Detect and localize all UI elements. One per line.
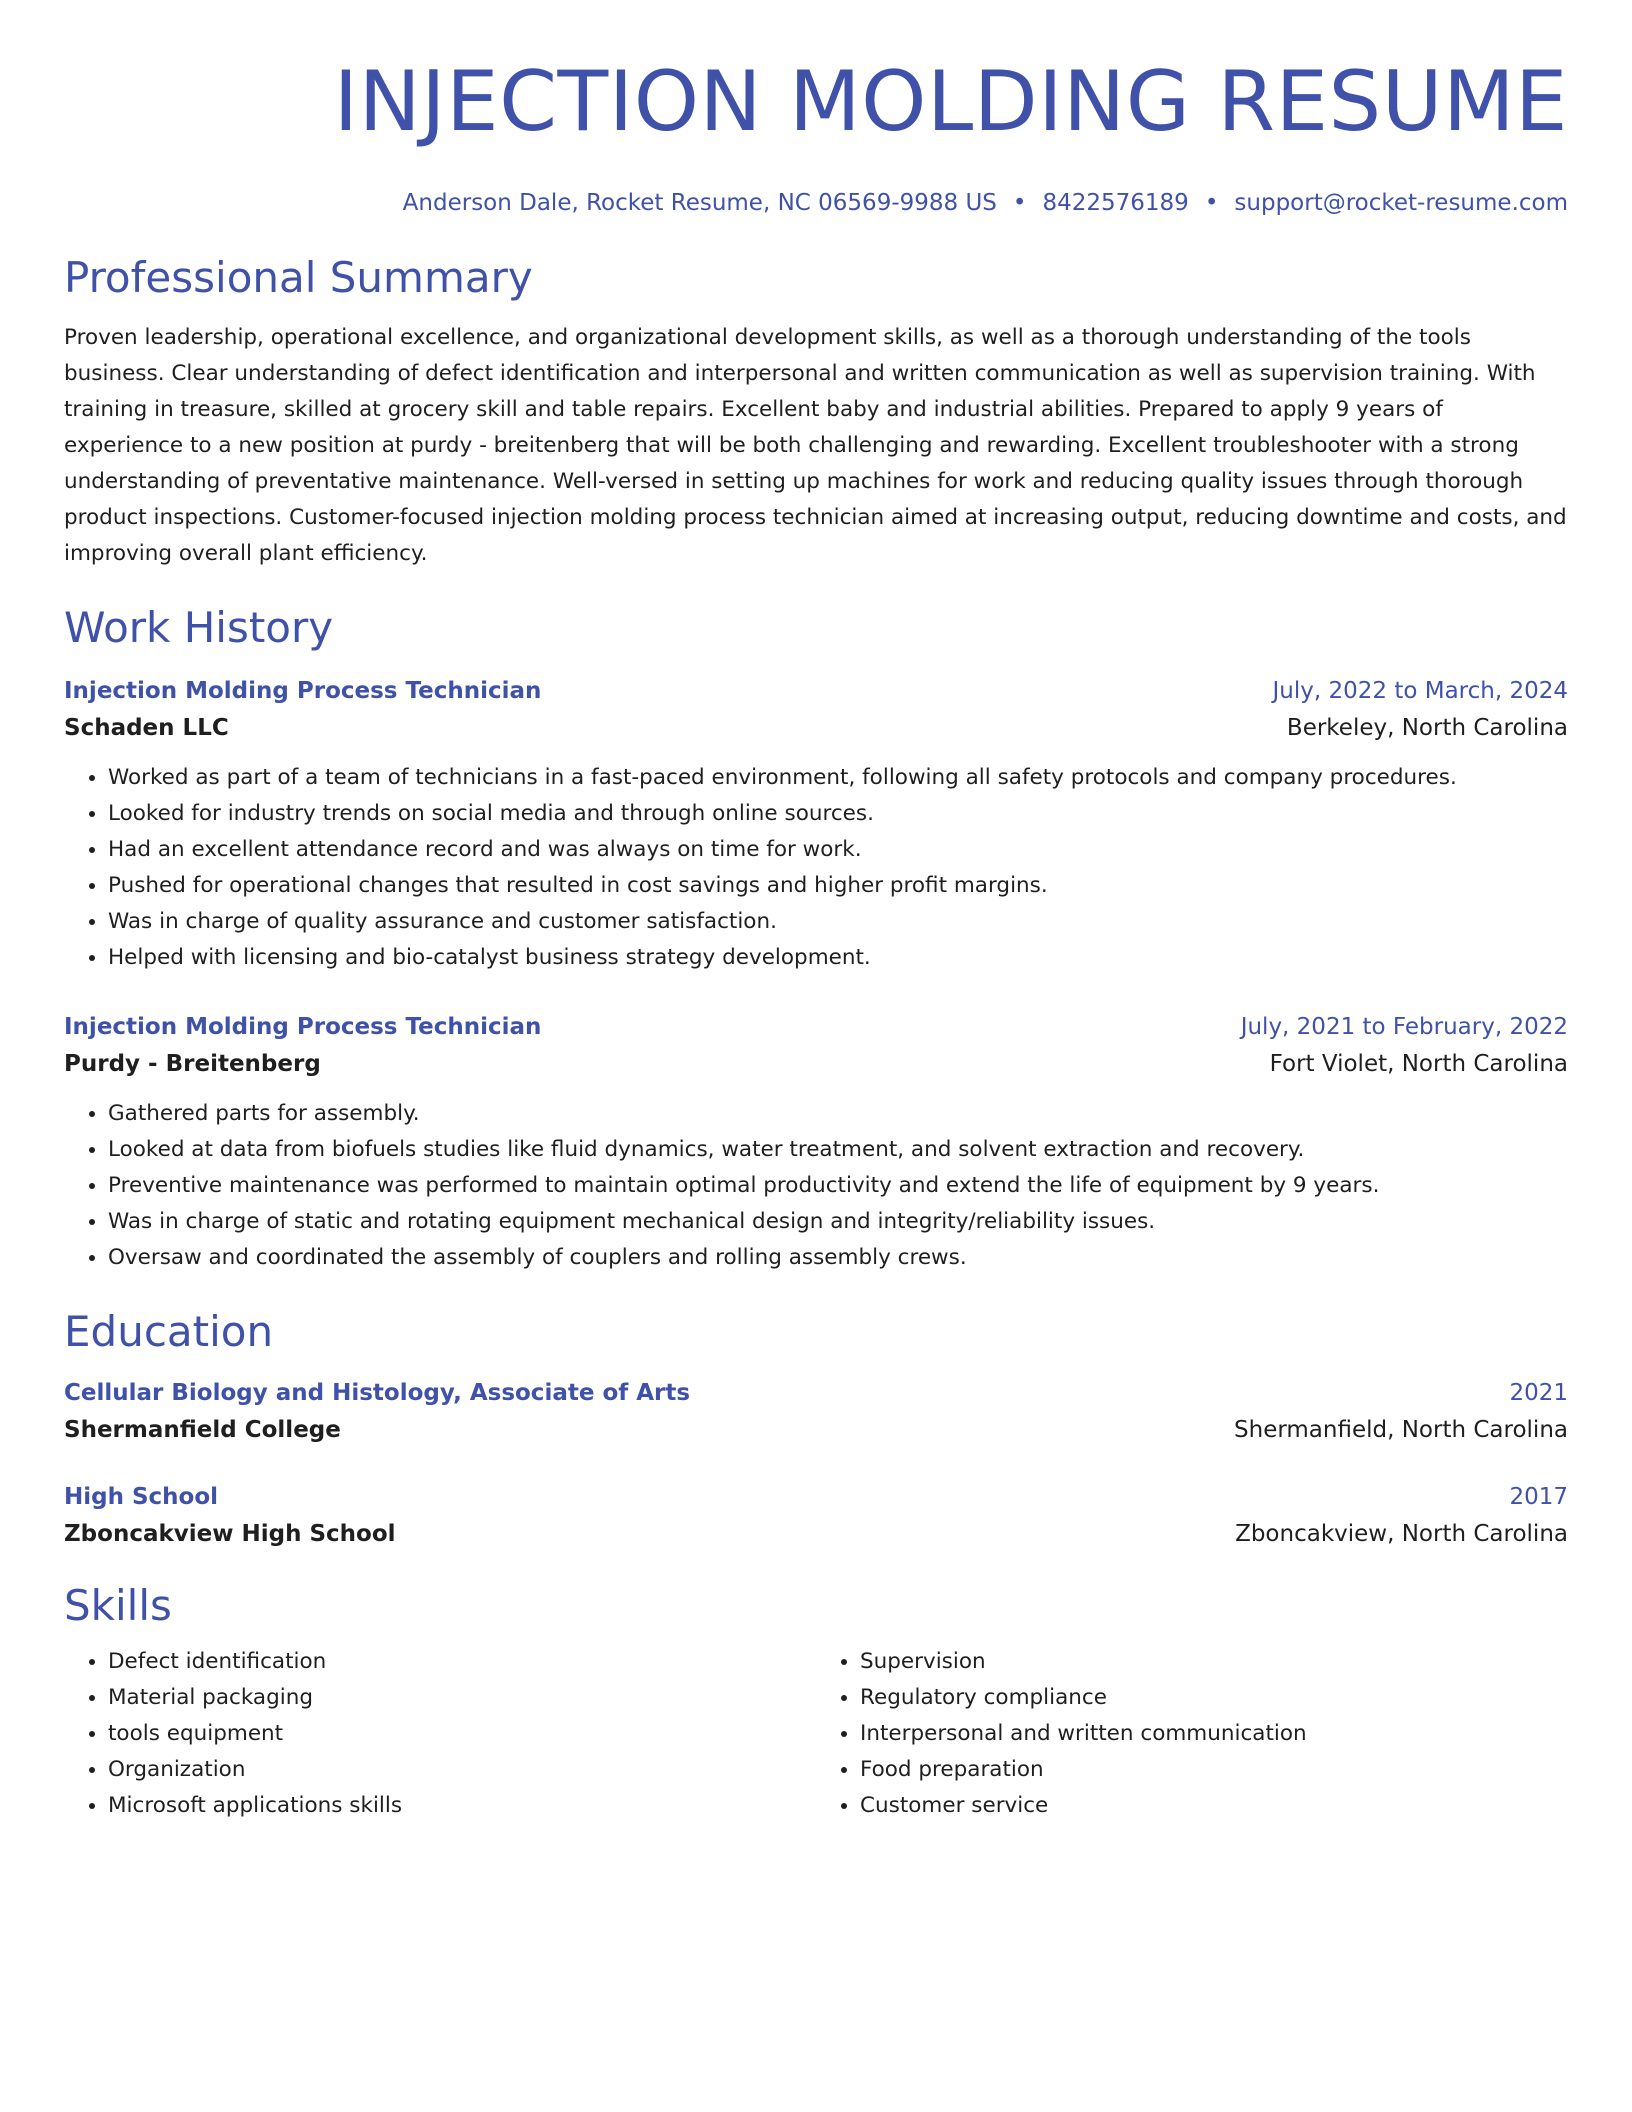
skill-item: • Regulatory compliance bbox=[860, 1680, 1568, 1716]
job-bullet: • Was in charge of static and rotating equipment mechanical design and integrity/reliability issues. bbox=[108, 1204, 1568, 1240]
job-company-row bbox=[64, 1044, 1568, 1084]
skill-item: • Material packaging bbox=[108, 1680, 816, 1716]
summary-text: Proven leadership, operational excellence, and organizational development skills, as well as a thorough understanding of the tools business. Clear understanding of defect identification and interpersonal and written communication as well as supervision training. With training in treasure, skilled at grocery skill and table repairs. Excellent baby and industrial abilities. Prepared to apply 9 years of experience to a new position at purdy - breitenberg that will be both challenging and rewarding. Excellent troubleshooter with a strong understanding of preventative maintenance. Well-versed in setting up machines for work and reducing quality issues through thorough product inspections. Customer-focused injection molding process technician aimed at increasing output, reducing downtime and costs, and improving overall plant efficiency. bbox=[64, 325, 1567, 566]
skills-heading: Skills bbox=[64, 1581, 172, 1630]
job-bullet: • Worked as part of a team of technicians in a fast-paced environment, following all safety protocols and company procedures. bbox=[108, 760, 1568, 796]
summary-section bbox=[64, 252, 1568, 572]
skill-item: • Interpersonal and written communication bbox=[860, 1716, 1568, 1752]
education-school: Shermanfield College bbox=[64, 1417, 341, 1443]
contact-email[interactable]: support@rocket-resume.com bbox=[1234, 190, 1568, 216]
education-school: Zboncakview High School bbox=[64, 1521, 396, 1547]
skills-grid bbox=[64, 1644, 1568, 1824]
skill-item: • tools equipment bbox=[108, 1716, 816, 1752]
job-bullet: • Oversaw and coordinated the assembly of couplers and rolling assembly crews. bbox=[108, 1240, 1568, 1276]
job-company: Purdy - Breitenberg bbox=[64, 1051, 321, 1077]
education-location: Shermanfield, North Carolina bbox=[1234, 1417, 1568, 1443]
skills-list bbox=[64, 1644, 816, 1824]
job-bullets bbox=[64, 760, 1568, 976]
job-bullet: • Gathered parts for assembly. bbox=[108, 1096, 1568, 1132]
education-year: 2017 bbox=[1509, 1484, 1568, 1510]
job-entry bbox=[64, 674, 1568, 976]
education-year: 2021 bbox=[1509, 1380, 1568, 1406]
education-school-row bbox=[64, 1410, 1568, 1450]
resume-header bbox=[64, 52, 1568, 218]
job-role: Injection Molding Process Technician bbox=[64, 1014, 542, 1040]
skill-item: • Customer service bbox=[860, 1788, 1568, 1824]
education-degree: Cellular Biology and Histology, Associate of Arts bbox=[64, 1380, 691, 1406]
job-company-row bbox=[64, 708, 1568, 748]
job-bullet: • Helped with licensing and bio-catalyst business strategy development. bbox=[108, 940, 1568, 976]
job-bullet: • Preventive maintenance was performed to maintain optimal productivity and extend the life of equipment by 9 years. bbox=[108, 1168, 1568, 1204]
education-entry bbox=[64, 1480, 1568, 1554]
job-company: Schaden LLC bbox=[64, 715, 229, 741]
job-bullet: • Pushed for operational changes that resulted in cost savings and higher profit margins. bbox=[108, 868, 1568, 904]
skills-column-right bbox=[816, 1644, 1568, 1824]
work-history-section bbox=[64, 602, 1568, 1276]
contact-phone: 8422576189 bbox=[1042, 190, 1189, 216]
contact-separator: • bbox=[1204, 190, 1219, 216]
skill-item: • Defect identification bbox=[108, 1644, 816, 1680]
skills-section bbox=[64, 1580, 1568, 1824]
education-heading: Education bbox=[64, 1307, 274, 1356]
job-title-row bbox=[64, 674, 1568, 708]
job-location: Fort Violet, North Carolina bbox=[1269, 1051, 1568, 1077]
skill-item: • Food preparation bbox=[860, 1752, 1568, 1788]
education-school-row bbox=[64, 1514, 1568, 1554]
job-bullet: • Had an excellent attendance record and was always on time for work. bbox=[108, 832, 1568, 868]
resume-title: INJECTION MOLDING RESUME bbox=[333, 53, 1568, 150]
education-degree-row bbox=[64, 1480, 1568, 1514]
skill-item: • Supervision bbox=[860, 1644, 1568, 1680]
skill-item: • Microsoft applications skills bbox=[108, 1788, 816, 1824]
work-history-heading: Work History bbox=[64, 603, 334, 652]
job-bullet: • Looked at data from biofuels studies like fluid dynamics, water treatment, and solvent extraction and recovery. bbox=[108, 1132, 1568, 1168]
job-dates: July, 2022 to March, 2024 bbox=[1272, 678, 1568, 704]
education-entry bbox=[64, 1376, 1568, 1450]
education-degree-row bbox=[64, 1376, 1568, 1410]
job-entry bbox=[64, 1010, 1568, 1276]
job-dates: July, 2021 to February, 2022 bbox=[1240, 1014, 1568, 1040]
job-location: Berkeley, North Carolina bbox=[1286, 715, 1568, 741]
education-degree: High School bbox=[64, 1484, 219, 1510]
contact-line bbox=[64, 188, 1568, 218]
job-title-row bbox=[64, 1010, 1568, 1044]
contact-address: Anderson Dale, Rocket Resume, NC 06569-9988 US bbox=[402, 190, 997, 216]
job-role: Injection Molding Process Technician bbox=[64, 678, 542, 704]
job-bullet: • Looked for industry trends on social media and through online sources. bbox=[108, 796, 1568, 832]
job-bullets bbox=[64, 1096, 1568, 1276]
skill-item: • Organization bbox=[108, 1752, 816, 1788]
contact-separator: • bbox=[1012, 190, 1027, 216]
education-location: Zboncakview, North Carolina bbox=[1235, 1521, 1568, 1547]
skills-column-left bbox=[64, 1644, 816, 1824]
education-section bbox=[64, 1306, 1568, 1554]
skills-list bbox=[816, 1644, 1568, 1824]
summary-heading: Professional Summary bbox=[64, 253, 533, 302]
job-bullet: • Was in charge of quality assurance and customer satisfaction. bbox=[108, 904, 1568, 940]
